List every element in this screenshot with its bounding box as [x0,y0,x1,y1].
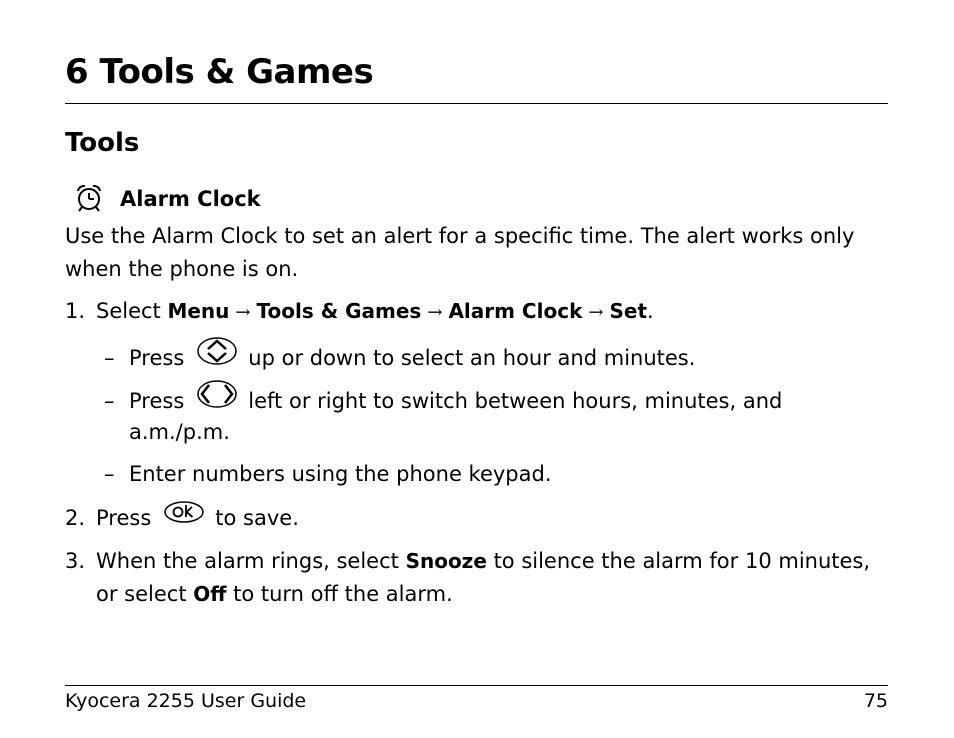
step-3-text-b: to silence the alarm for 10 minutes, [486,549,871,573]
substep-left-right-text: left or right to switch between hours, minutes, and [248,389,783,413]
step-3-text-a: When the alarm rings, select [96,549,406,573]
left-right-nav-key-icon [196,379,238,419]
path-menu: Menu [167,299,230,323]
chapter-title: 6 Tools & Games [65,52,374,92]
page-number: 75 [863,690,888,712]
dash: – [104,346,115,370]
footer-guide-title: Kyocera 2255 User Guide [65,690,307,712]
step-2 [65,501,299,537]
substep-keypad-text: Enter numbers using the phone keypad. [129,462,552,486]
path-tools-games: Tools & Games [256,299,422,323]
step-2-press: Press [96,506,152,530]
step-1 [65,295,654,329]
path-arrow: → [588,302,604,323]
path-arrow: → [427,302,443,323]
snooze-label: Snooze [405,549,487,573]
step-1-number: 1. [65,299,86,323]
substep-left-right-continued: a.m./p.m. [129,420,230,444]
alarm-clock-heading [74,182,261,216]
step-3-text-c: or select [96,582,194,606]
alarm-clock-heading-text: Alarm Clock [120,187,261,211]
footer-rule [65,685,888,686]
step-1-suffix: . [647,299,654,323]
substep-up-down-text: up or down to select an hour and minutes. [248,346,696,370]
step-1-prefix: Select [96,299,168,323]
path-arrow: → [235,302,251,323]
up-down-nav-key-icon [196,336,238,376]
section-title: Tools [65,128,140,158]
off-label: Off [193,582,227,606]
alarm-clock-icon [74,182,104,216]
step-2-text: to save. [215,506,299,530]
substep-press-label: Press [129,346,185,370]
step-3-text-d: to turn off the alarm. [226,582,453,606]
alarm-intro: Use the Alarm Clock to set an alert for a specific time. The alert works only when the phone is on. [65,224,855,281]
substep-up-down [104,339,695,379]
path-set: Set [609,299,647,323]
ok-key-icon [163,498,205,534]
path-alarm-clock: Alarm Clock [448,299,583,323]
step-3 [65,545,870,578]
step-2-number: 2. [65,506,86,530]
substep-press-label: Press [129,389,185,413]
dash: – [104,462,115,486]
dash: – [104,389,115,413]
step-3-number: 3. [65,549,86,573]
substep-keypad [104,458,552,491]
step-3-line-2 [96,578,453,611]
header-rule [65,103,888,104]
